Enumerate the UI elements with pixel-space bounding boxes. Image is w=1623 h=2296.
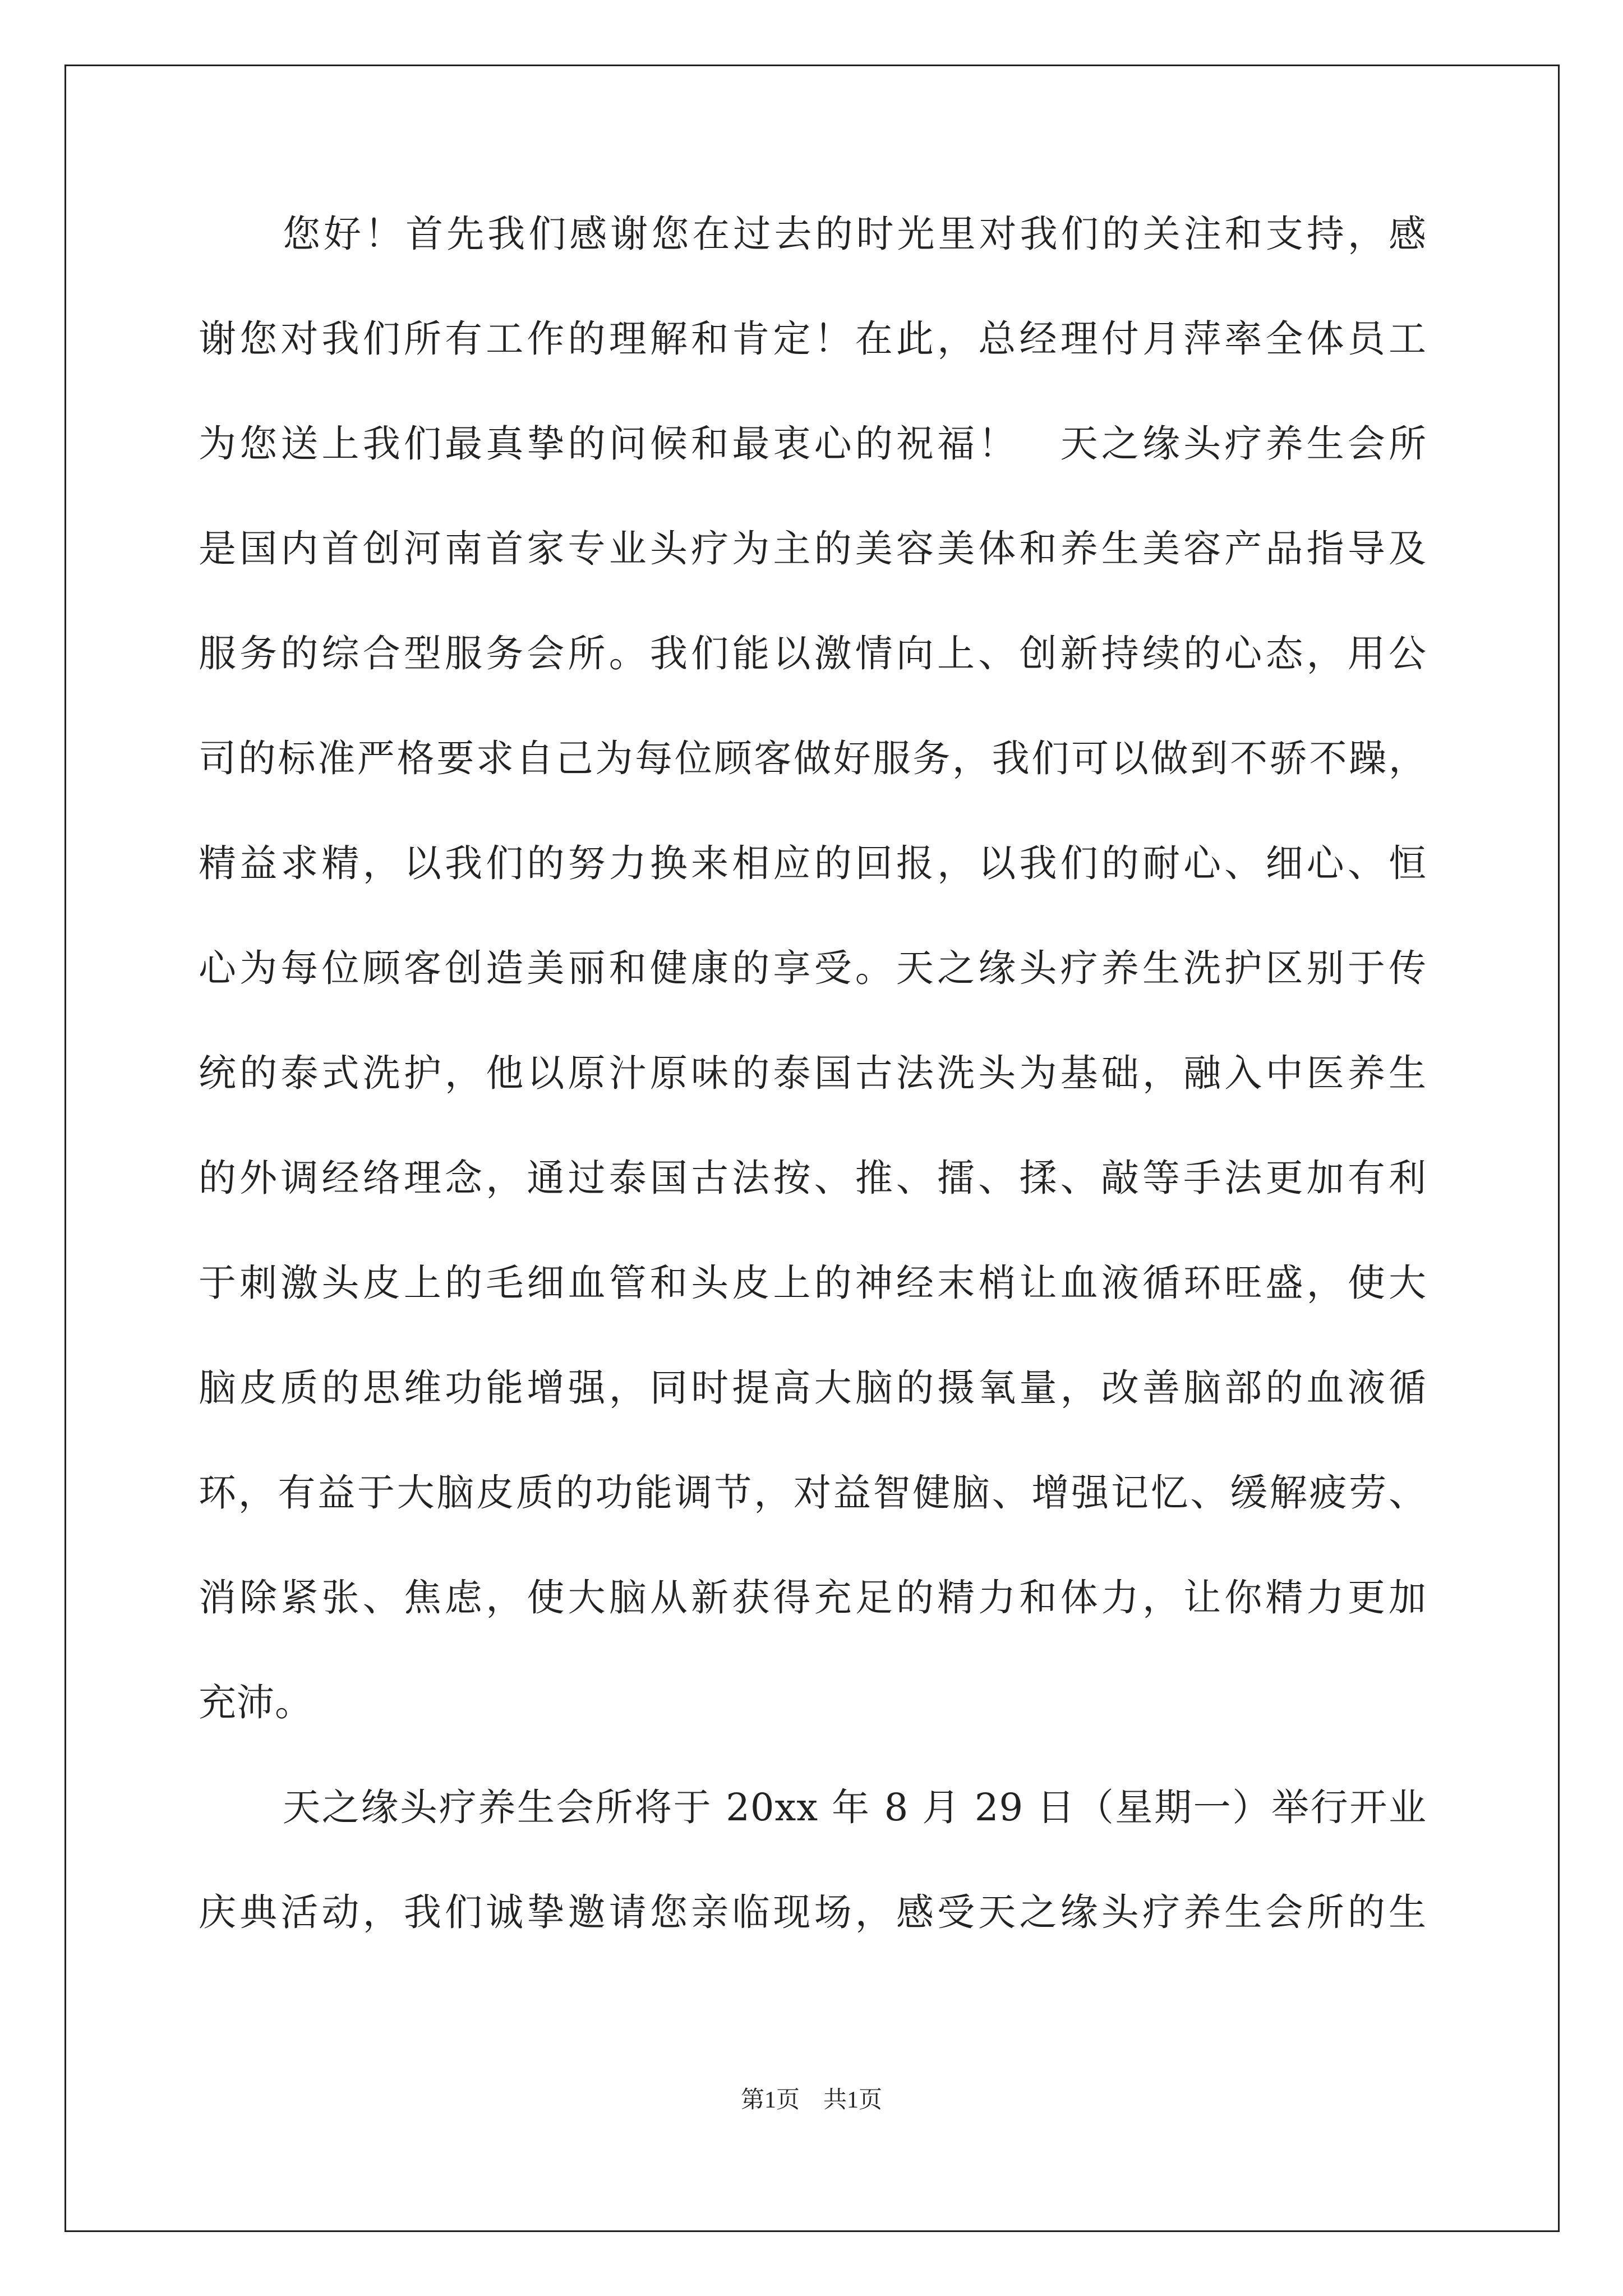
paragraph-line: 统的泰式洗护，他以原汁原味的泰国古法洗头为基础，融入中医养生 (199, 1051, 1427, 1095)
paragraph-line: 天之缘头疗养生会所将于 20xx 年 8 月 29 日（星期一）举行开业 (283, 1786, 1427, 1829)
document-body (199, 208, 1427, 1991)
paragraph-line: 精益求精，以我们的努力换来相应的回报，以我们的耐心、细心、恒 (199, 841, 1427, 885)
paragraph-line: 消除紧张、焦虑，使大脑从新获得充足的精力和体力，让你精力更加 (199, 1576, 1427, 1619)
paragraph-line: 您好！首先我们感谢您在过去的时光里对我们的关注和支持，感 (283, 212, 1427, 256)
paragraph-line: 谢您对我们所有工作的理解和肯定！在此，总经理付月萍率全体员工 (199, 317, 1427, 361)
paragraph-line: 司的标准严格要求自己为每位顾客做好服务，我们可以做到不骄不躁， (199, 737, 1427, 780)
paragraph-line: 心为每位顾客创造美丽和健康的享受。天之缘头疗养生洗护区别于传 (199, 946, 1427, 990)
paragraph-line: 环，有益于大脑皮质的功能调节，对益智健脑、增强记忆、缓解疲劳、 (199, 1471, 1427, 1515)
paragraph-line: 于刺激头皮上的毛细血管和头皮上的神经末梢让血液循环旺盛，使大 (199, 1261, 1427, 1305)
paragraph-line: 的外调经络理念，通过泰国古法按、推、擂、揉、敲等手法更加有利 (199, 1156, 1427, 1200)
paragraph-line: 是国内首创河南首家专业头疗为主的美容美体和养生美容产品指导及 (199, 527, 1427, 570)
paragraph-line: 庆典活动，我们诚挚邀请您亲临现场，感受天之缘头疗养生会所的生 (199, 1890, 1427, 1934)
paragraph-line: 为您送上我们最真挚的问候和最衷心的祝福！ 天之缘头疗养生会所 (199, 422, 1427, 466)
page-number: 第1页 共1页 (740, 2087, 882, 2113)
paragraph-line: 充沛。 (199, 1681, 313, 1724)
paragraph-line: 服务的综合型服务会所。我们能以激情向上、创新持续的心态，用公 (199, 632, 1427, 675)
paragraph-line: 脑皮质的思维功能增强，同时提高大脑的摄氧量，改善脑部的血液循 (199, 1366, 1427, 1410)
